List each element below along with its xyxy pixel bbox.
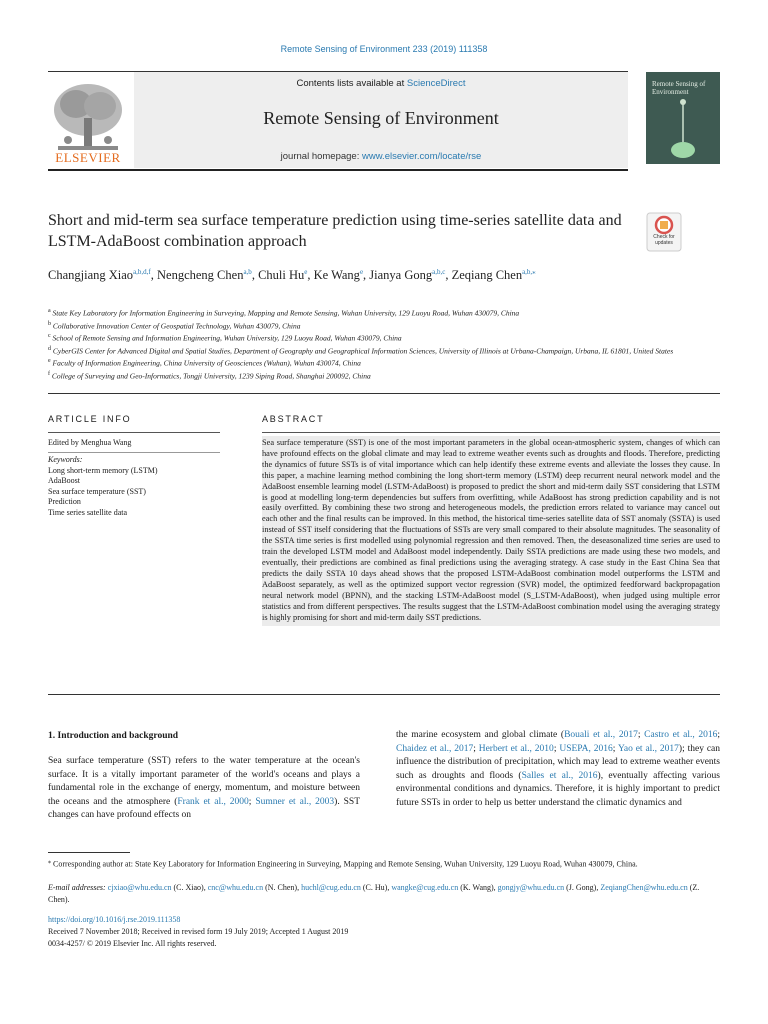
body-text: the marine ecosystem and global climate (	[396, 730, 565, 740]
doi-link[interactable]: https://doi.org/10.1016/j.rse.2019.111358	[48, 915, 181, 924]
keywords-block	[48, 455, 220, 518]
abstract-text: Sea surface temperature (SST) is one of the most important parameters in the global ocean-atmospheric system, changes of which can have profound effects on the global climate and may lead to extreme weather events such as droughts and floods. Therefore, predicting the dynamics of future SSTs is of vital importance which can help identify these extreme events and alleviate the losses they cause. In this paper, a machine learning method combining the long short-term memory (LSTM) deep recurrent neural network model and the AdaBoost ensemble learning model (LSTM-AdaBoost) is proposed to predict the short and mid-term daily SST considering that LSTM is good at modelling long-term dependencies but suffers from overfitting, while AdaBoost has strong prediction capability and is not easily overfitted. By combining these two strong and heterogeneous models, the prediction errors related to variance may cancel out each other and the final results can be improved. In this method, the historical time-series satellite data of SST anomaly (SSTA) is used instead of SST itself considering that the fluctuations of SSTs are very small compared to their absolute magnitudes. The seasonality of the SSTA time series is first modelled using polynomial regression and then removed. Then, the deseasonalized time series are used to train the developed LSTM model and AdaBoost model independently. Daily SSTA predictions are made using these two models, and eventually, their predictions are combined as final predictions using the averaging strategy. A case study in the East China Sea that predicts the daily SSTA 10 days ahead shows that the proposed LSTM-AdaBoost combination model outperforms the LSTM and AdaBoost separately, as well as the optimized support vector regression (SVR) model, the optimized feedforward backpropagation neural network model (BPNN), and the stacking LSTM-AdaBoost model (S_LSTM-AdaBoost), when judged using multiple error statistics and from different perspectives. The results suggest that the LSTM-AdaBoost combination model using the averaging strategy is highly promising for short and mid-term daily SST predictions.	[262, 436, 720, 626]
homepage-prefix: journal homepage:	[280, 151, 362, 162]
affiliation-text: Collaborative Innovation Center of Geospatial Technology, Wuhan 430079, China	[51, 321, 301, 330]
affiliation-mark: e	[48, 358, 51, 364]
copyright-line: 0034-4257/ © 2019 Elsevier Inc. All rights reserved.	[48, 939, 217, 948]
author-name[interactable]: Nengcheng Chen	[157, 268, 244, 283]
citation-link[interactable]: Chaidez et al., 2017	[396, 743, 474, 754]
crossmark-icon[interactable]	[646, 212, 682, 252]
author-name[interactable]: Chuli Hu	[258, 268, 305, 283]
author-name[interactable]: Changjiang Xiao	[48, 268, 134, 283]
citation-link[interactable]: Frank et al., 2000	[177, 796, 249, 807]
keywords-list	[48, 466, 220, 519]
body-text: ); they can influence the distribution of precipitation, which may lead to extreme weather events such as droughts and floods (	[396, 743, 721, 781]
email-owner: (N. Chen),	[263, 883, 300, 892]
corresponding-text: Corresponding author at: State Key Laboratory for Information Engineering in Surveying, Mapping and Remote Sensing, Wuhan University, 129 Luoyu Road, Wuhan 430079, China.	[53, 859, 638, 869]
body-text: ;	[248, 796, 256, 807]
affiliations-list	[48, 306, 728, 381]
intro-left-column	[48, 755, 360, 823]
sciencedirect-link[interactable]: ScienceDirect	[406, 78, 466, 89]
keywords-heading: Keywords:	[48, 455, 83, 464]
journal-name: Remote Sensing of Environment	[263, 108, 499, 128]
corresponding-author-note	[48, 856, 720, 871]
section-heading-introduction: 1. Introduction and background	[48, 731, 179, 741]
body-text: Sea surface temperature (SST) refers to the water temperature at the ocean's surface. It is a vitally important parameter of the world's oceans and plays a fundamental role in the exchange of energy, momentum, and moisture between the oceans and the atmosphere (	[48, 756, 360, 807]
citation-link[interactable]: Sumner et al., 2003	[255, 796, 335, 807]
author-list: Changjiang Xiao$^{a,b,d,f}$, Nengcheng Chen$^{a,b}$, Chuli Hu$^e$, Ke Wang$^e$, Jianya Gong$^{a,b,c}$, Zeqiang Chen$^{a,b,⁎}$	[48, 268, 536, 283]
affiliation-text: CyberGIS Center for Advanced Digital and Spatial Studies, Department of Geography and Geographical Information Sciences, University of Illinois at Urbana-Champaign, Urbana, IL 61801, United States	[51, 346, 674, 355]
citation-link[interactable]: Castro et al., 2016	[644, 730, 718, 740]
affiliation-item	[48, 306, 728, 319]
email-link[interactable]: cnc@whu.edu.cn	[205, 883, 264, 892]
email-label: E-mail addresses:	[48, 883, 106, 892]
affiliation-text: School of Remote Sensing and Information Engineering, Wuhan University, 129 Luoyu Road, Wuhan 430079, China	[50, 333, 402, 343]
author-name[interactable]: Jianya Gong	[369, 268, 433, 283]
elsevier-wordmark: ELSEVIER	[55, 150, 121, 165]
article-info-heading: ARTICLE INFO	[48, 414, 132, 424]
author-affiliation-marks[interactable]: a,b,d,f	[133, 268, 151, 276]
keyword-item: Prediction	[48, 497, 81, 506]
email-owner: (J. Gong),	[564, 883, 599, 892]
body-text: ;	[553, 743, 560, 754]
email-owner: (C. Hu),	[360, 883, 390, 892]
keyword-item: Sea surface temperature (SST)	[48, 486, 146, 496]
affiliation-text: Faculty of Information Engineering, China University of Geosciences (Wuhan), Wuhan 430074, China	[50, 358, 361, 368]
contents-line	[134, 78, 628, 89]
body-text: ;	[473, 743, 479, 754]
affiliation-mark: b	[48, 320, 51, 327]
keyword-item: Time series satellite data	[48, 507, 128, 517]
section-rule	[48, 393, 720, 394]
citation-link[interactable]: Yao et al., 2017	[617, 743, 679, 754]
affiliation-mark: c	[48, 333, 51, 339]
homepage-link[interactable]: www.elsevier.com/locate/rse	[362, 151, 482, 162]
crossmark-label: Check for updates	[653, 234, 675, 246]
email-list	[48, 883, 699, 904]
affiliation-mark: a	[48, 308, 51, 314]
keywords-rule	[48, 452, 220, 453]
affiliation-item	[48, 319, 728, 332]
contents-prefix: Contents lists available at	[296, 78, 407, 89]
abstract-heading: ABSTRACT	[262, 414, 325, 424]
body-text: ;	[612, 743, 618, 754]
email-owner: (Z. Chen).	[48, 883, 700, 904]
affiliation-mark: f	[48, 370, 50, 377]
author-affiliation-marks[interactable]: e	[359, 268, 364, 276]
received-dates: Received 7 November 2018; Received in revised form 19 July 2019; Accepted 1 August 2019	[48, 927, 349, 936]
affiliation-text: State Key Laboratory for Information Engineering in Surveying, Mapping and Remote Sensing, Wuhan University, 129 Luoyu Road, Wuhan 430079, China	[50, 308, 520, 318]
corresponding-mark: ⁎	[48, 859, 51, 865]
author-affiliation-marks[interactable]: a,b	[243, 268, 252, 276]
author-affiliation-marks[interactable]: a,b,c	[432, 268, 446, 276]
cover-title: Remote Sensing of Environment	[652, 80, 706, 96]
publication-info	[48, 914, 720, 950]
email-owner: (K. Wang),	[458, 883, 496, 892]
citation-link[interactable]: Herbert et al., 2010	[478, 743, 554, 754]
email-link[interactable]: ZeqiangChen@whu.edu.cn	[598, 883, 688, 892]
email-link[interactable]: cjxiao@whu.edu.cn	[107, 883, 172, 892]
edited-by: Edited by Menghua Wang	[48, 438, 132, 447]
body-text: ;	[717, 730, 721, 740]
keyword-item: AdaBoost	[48, 476, 80, 485]
body-text: ), eventually affecting various environmental conditions and dynamics. Therefore, it is highly important to predict future SSTs in order to help us better understand the climatic dynamics and	[396, 770, 720, 808]
affiliation-item	[48, 369, 728, 382]
email-link[interactable]: gongjy@whu.edu.cn	[495, 883, 565, 892]
author-affiliation-marks[interactable]: a,b,⁎	[522, 268, 536, 276]
journal-homepage	[134, 151, 628, 162]
body-text: ;	[637, 730, 645, 740]
keyword-item: Long short-term memory (LSTM)	[48, 465, 158, 475]
intro-right-column	[396, 729, 720, 811]
author-name[interactable]: Ke Wang	[313, 268, 360, 283]
header-bottom-rule	[48, 169, 628, 171]
email-link[interactable]: wangke@cug.edu.cn	[389, 883, 459, 892]
email-owner: (C. Xiao),	[171, 883, 206, 892]
author-name[interactable]: Zeqiang Chen	[451, 268, 523, 283]
footnote-rule	[48, 852, 130, 853]
affiliation-item	[48, 344, 728, 357]
email-addresses	[48, 882, 720, 906]
affiliation-mark: d	[48, 345, 51, 352]
abstract-bottom-rule	[48, 694, 720, 695]
body-text: ). SST changes can have profound effects on	[48, 796, 360, 821]
article-info-rule	[48, 432, 220, 433]
citation-link[interactable]: USEPA, 2016	[559, 743, 613, 754]
affiliation-item	[48, 331, 728, 344]
affiliation-text: College of Surveying and Geo-Informatics, Tongji University, 1239 Siping Road, Shanghai 200092, China	[50, 371, 371, 380]
author-affiliation-marks[interactable]: e	[304, 268, 308, 276]
article-title: Short and mid-term sea surface temperature prediction using time-series satellite data and LSTM-AdaBoost combination approach	[48, 212, 622, 250]
affiliation-item	[48, 356, 728, 369]
journal-reference[interactable]: Remote Sensing of Environment 233 (2019) 111358	[280, 44, 488, 54]
abstract-rule	[262, 432, 720, 433]
email-link[interactable]: huchl@cug.edu.cn	[299, 883, 361, 892]
citation-link[interactable]: Bouali et al., 2017	[564, 730, 638, 740]
citation-link[interactable]: Salles et al., 2016	[521, 770, 598, 781]
